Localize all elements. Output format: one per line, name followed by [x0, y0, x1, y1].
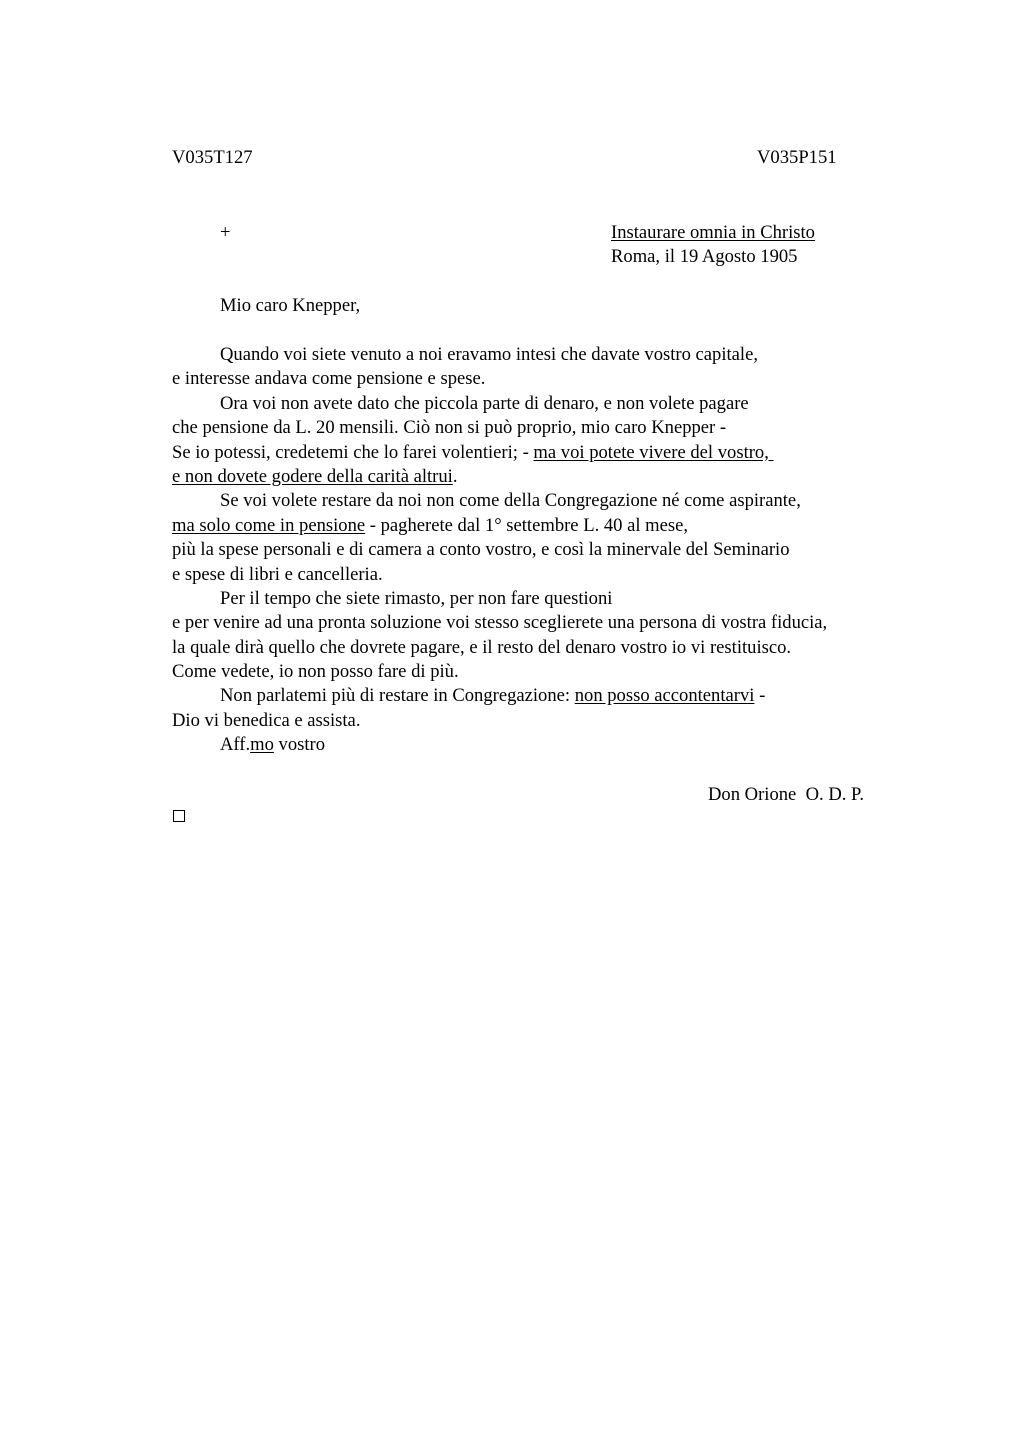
body-text: .: [452, 465, 458, 487]
underlined-text: mo: [250, 734, 274, 756]
body-text: Aff.: [220, 734, 251, 756]
body-line: Come vedete, io non posso fare di più.: [172, 661, 459, 683]
body-line: e interesse andava come pensione e spese.: [172, 368, 486, 390]
underlined-text: e non dovete godere della carità altrui: [172, 465, 453, 487]
body-line: [172, 514, 912, 538]
body-text: Non parlatemi più di restare in Congregazione:: [220, 685, 575, 707]
signature: Don Orione O. D. P.: [708, 784, 864, 805]
body-line: Ora voi non avete dato che piccola parte di denaro, e non volete pagare: [220, 392, 749, 414]
body-text: Se io potessi, credetemi che lo farei volentieri; -: [172, 441, 534, 463]
end-box-icon: [173, 810, 185, 822]
underlined-text: ma voi potete vivere del vostro,: [533, 441, 774, 463]
body-line: più la spese personali e di camera a conto vostro, e così la minervale del Seminario: [172, 539, 790, 561]
body-line: [172, 465, 912, 489]
body-text: -: [754, 685, 766, 707]
body-text: - pagherete dal 1° settembre L. 40 al mese,: [365, 514, 689, 536]
document-code-right: V035P151: [757, 147, 837, 168]
cross-mark: +: [220, 222, 231, 243]
body-line: Quando voi siete venuto a noi eravamo intesi che davate vostro capitale,: [220, 344, 759, 365]
body-line: Dio vi benedica e assista.: [172, 709, 361, 731]
body-line: la quale dirà quello che dovrete pagare, e il resto del denaro vostro io vi restituisco.: [172, 636, 792, 658]
letter-dateline: Roma, il 19 Agosto 1905: [611, 246, 798, 267]
underlined-text: non posso accontentarvi: [574, 685, 755, 707]
body-line: che pensione da L. 20 mensili. Ciò non si può proprio, mio caro Knepper -: [172, 417, 727, 439]
body-text: vostro: [273, 734, 326, 756]
letterhead-motto: Instaurare omnia in Christo: [611, 222, 815, 243]
body-line: [172, 441, 912, 465]
body-line: e spese di libri e cancelleria.: [172, 563, 383, 585]
body-line: Per il tempo che siete rimasto, per non fare questioni: [220, 587, 613, 609]
letter-body: [172, 343, 912, 758]
body-line: e per venire ad una pronta soluzione voi stesso sceglierete una persona di vostra fiducia,: [172, 612, 828, 634]
body-line: [172, 684, 912, 708]
letter-salutation: Mio caro Knepper,: [220, 295, 361, 316]
closing-line: [172, 733, 912, 757]
document-code-left: V035T127: [172, 147, 253, 168]
body-line: Se voi volete restare da noi non come della Congregazione né come aspirante,: [220, 490, 801, 512]
underlined-text: ma solo come in pensione: [172, 514, 366, 536]
